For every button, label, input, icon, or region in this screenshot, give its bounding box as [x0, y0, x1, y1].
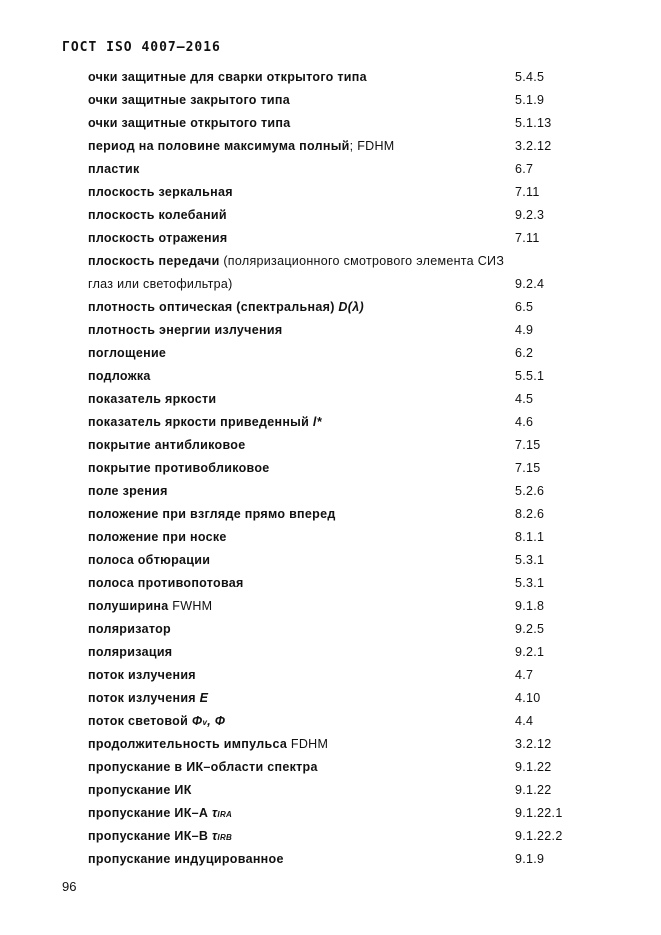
index-entry — [88, 710, 588, 733]
term-symbol-subscript: IRB — [217, 833, 233, 842]
term-text: пропускание индуцированное — [88, 852, 284, 866]
section-reference: 9.1.9 — [515, 852, 545, 866]
index-entry — [88, 825, 588, 848]
term-symbol: τ — [208, 829, 218, 843]
index-entry — [88, 848, 588, 871]
term-symbol: τ — [208, 806, 218, 820]
term-text: плоскость отражения — [88, 231, 228, 245]
index-term — [88, 227, 508, 250]
index-entry — [88, 342, 588, 365]
index-entry — [88, 411, 588, 434]
index-entry — [88, 66, 588, 89]
index-term — [88, 319, 508, 342]
section-reference: 4.9 — [515, 323, 534, 337]
index-term — [88, 457, 508, 480]
term-text: подложка — [88, 369, 151, 383]
section-reference: 5.5.1 — [515, 369, 545, 383]
index-entry — [88, 618, 588, 641]
index-term — [88, 480, 508, 503]
section-reference: 4.6 — [515, 415, 534, 429]
index-term — [88, 388, 508, 411]
index-entry — [88, 526, 588, 549]
term-text: покрытие противобликовое — [88, 461, 270, 475]
section-reference: 6.2 — [515, 346, 534, 360]
index-entry — [88, 112, 588, 135]
section-reference: 9.2.4 — [515, 277, 545, 291]
index-entry — [88, 135, 588, 158]
section-reference: 7.11 — [515, 185, 540, 199]
term-symbol-suffix: , Φ — [207, 714, 226, 728]
index-entry — [88, 549, 588, 572]
document-header: ГОСТ ISO 4007–2016 — [62, 40, 221, 55]
term-text: поток излучения — [88, 691, 196, 705]
index-term — [88, 687, 508, 710]
index-term — [88, 572, 508, 595]
index-entry — [88, 181, 588, 204]
section-reference: 5.2.6 — [515, 484, 545, 498]
term-text: полоса противопотовая — [88, 576, 244, 590]
index-entry — [88, 664, 588, 687]
section-reference: 9.2.3 — [515, 208, 545, 222]
index-entry — [88, 756, 588, 779]
section-reference: 9.1.22 — [515, 783, 552, 797]
section-reference: 8.1.1 — [515, 530, 545, 544]
term-extra: (поляризационного смотрового элемента СИЗ глаз или светофильтра) — [88, 254, 505, 291]
term-text: очки защитные открытого типа — [88, 116, 291, 130]
index-term — [88, 664, 508, 687]
index-list — [88, 66, 588, 871]
index-term — [88, 641, 508, 664]
term-text: плоскость зеркальная — [88, 185, 233, 199]
index-entry — [88, 227, 588, 250]
section-reference: 9.1.8 — [515, 599, 545, 613]
term-symbol: E — [195, 691, 209, 705]
section-reference: 6.7 — [515, 162, 534, 176]
term-text: пропускание ИК — [88, 783, 192, 797]
term-symbol: Φ — [188, 714, 203, 728]
section-reference: 7.15 — [515, 438, 541, 452]
index-term — [88, 296, 508, 319]
index-entry — [88, 687, 588, 710]
index-term — [88, 618, 508, 641]
term-text: полуширина — [88, 599, 169, 613]
index-entry — [88, 158, 588, 181]
index-term — [88, 66, 508, 89]
term-text: покрытие антибликовое — [88, 438, 246, 452]
section-reference: 5.4.5 — [515, 70, 545, 84]
section-reference: 3.2.12 — [515, 139, 552, 153]
index-term — [88, 802, 508, 826]
term-text: пропускание в ИК–области спектра — [88, 760, 318, 774]
term-symbol-subscript: IRA — [217, 810, 233, 819]
index-term — [88, 595, 508, 618]
index-term — [88, 526, 508, 549]
section-reference: 4.7 — [515, 668, 534, 682]
term-extra: FDHM — [287, 737, 329, 751]
term-text: плоскость передачи — [88, 254, 220, 268]
index-term — [88, 342, 508, 365]
section-reference: 6.5 — [515, 300, 534, 314]
term-text: плотность оптическая (спектральная) — [88, 300, 335, 314]
term-text: очки защитные для сварки открытого типа — [88, 70, 367, 84]
term-text: положение при взгляде прямо вперед — [88, 507, 336, 521]
index-term — [88, 756, 508, 779]
index-term — [88, 112, 508, 135]
term-text: пропускание ИК–А — [88, 806, 209, 820]
index-term — [88, 549, 508, 572]
index-entry — [88, 204, 588, 227]
index-entry — [88, 319, 588, 342]
term-text: поляризация — [88, 645, 173, 659]
index-term — [88, 411, 508, 434]
section-reference: 3.2.12 — [515, 737, 552, 751]
index-entry — [88, 641, 588, 664]
section-reference: 5.3.1 — [515, 576, 545, 590]
term-text: показатель яркости — [88, 392, 217, 406]
term-symbol-subscript: v — [202, 718, 208, 727]
index-term — [88, 135, 508, 158]
term-text: поток световой — [88, 714, 189, 728]
section-reference: 4.5 — [515, 392, 534, 406]
index-entry — [88, 802, 588, 825]
term-text: период на половине максимума полный — [88, 139, 350, 153]
term-text: поляризатор — [88, 622, 171, 636]
index-entry — [88, 733, 588, 756]
index-entry — [88, 779, 588, 802]
index-entry — [88, 250, 588, 296]
section-reference: 8.2.6 — [515, 507, 545, 521]
term-text: продолжительность импульса — [88, 737, 288, 751]
term-text: пропускание ИК–В — [88, 829, 209, 843]
index-term — [88, 779, 508, 802]
section-reference: 7.15 — [515, 461, 541, 475]
index-entry — [88, 365, 588, 388]
section-reference: 9.2.1 — [515, 645, 545, 659]
index-entry — [88, 89, 588, 112]
section-reference: 7.11 — [515, 231, 540, 245]
term-text: показатель яркости приведенный — [88, 415, 310, 429]
term-text: поле зрения — [88, 484, 168, 498]
index-entry — [88, 434, 588, 457]
section-reference: 9.1.22 — [515, 760, 552, 774]
index-term — [88, 250, 508, 296]
index-term — [88, 503, 508, 526]
term-text: плоскость колебаний — [88, 208, 227, 222]
section-reference: 5.1.13 — [515, 116, 552, 130]
term-text: положение при носке — [88, 530, 227, 544]
index-term — [88, 158, 508, 181]
section-reference: 9.1.22.2 — [515, 829, 563, 843]
index-entry — [88, 595, 588, 618]
index-term — [88, 733, 508, 756]
term-text: плотность энергии излучения — [88, 323, 283, 337]
term-extra: ; FDHM — [349, 139, 395, 153]
index-entry — [88, 296, 588, 319]
term-text: полоса обтюрации — [88, 553, 211, 567]
index-entry — [88, 503, 588, 526]
term-symbol: l* — [309, 415, 322, 429]
section-reference: 5.3.1 — [515, 553, 545, 567]
term-text: поток излучения — [88, 668, 196, 682]
index-term — [88, 710, 508, 734]
index-term — [88, 365, 508, 388]
term-symbol: D(λ) — [334, 300, 364, 314]
index-term — [88, 181, 508, 204]
index-term — [88, 848, 508, 871]
index-entry — [88, 480, 588, 503]
index-term — [88, 89, 508, 112]
section-reference: 5.1.9 — [515, 93, 545, 107]
page-number: 96 — [62, 879, 77, 894]
index-entry — [88, 457, 588, 480]
term-text: очки защитные закрытого типа — [88, 93, 291, 107]
term-text: пластик — [88, 162, 140, 176]
index-entry — [88, 388, 588, 411]
term-text: поглощение — [88, 346, 167, 360]
term-extra: FWHM — [168, 599, 213, 613]
section-reference: 9.1.22.1 — [515, 806, 563, 820]
section-reference: 4.10 — [515, 691, 541, 705]
section-reference: 9.2.5 — [515, 622, 545, 636]
index-term — [88, 204, 508, 227]
index-term — [88, 825, 508, 849]
index-term — [88, 434, 508, 457]
section-reference: 4.4 — [515, 714, 534, 728]
index-entry — [88, 572, 588, 595]
